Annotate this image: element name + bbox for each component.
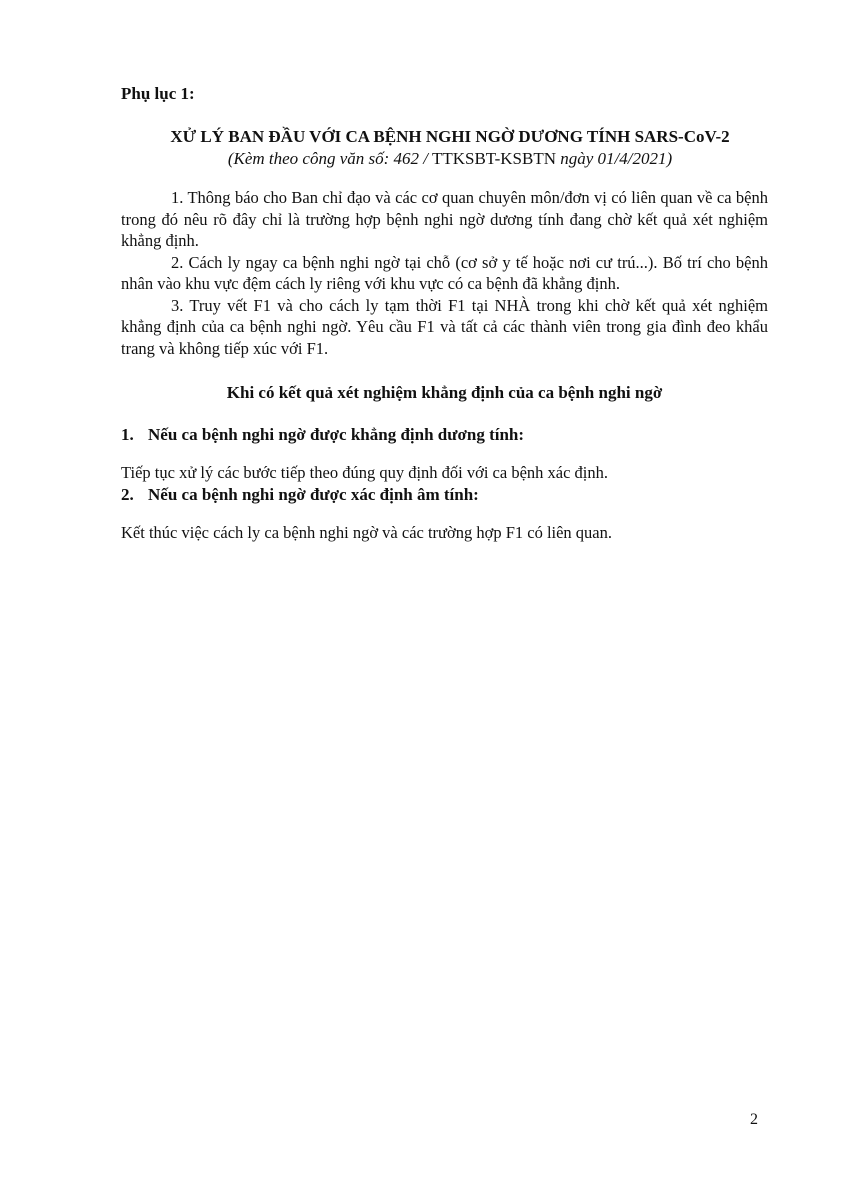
case-heading-positive [121, 425, 524, 445]
subtitle-suffix: ngày 01/4/2021) [560, 149, 673, 168]
case-text-negative: Kết thúc việc cách ly ca bệnh nghi ngờ và các trường hợp F1 có liên quan. [121, 523, 613, 542]
document-subtitle [100, 149, 800, 169]
subtitle-prefix: (Kèm theo công văn số: 462 / [227, 149, 429, 168]
step-paragraph: 2. Cách ly ngay ca bệnh nghi ngờ tại chỗ (cơ sở y tế hoặc nơi cư trú...). Bố trí cho bệnh nhân vào khu vực đệm cách ly riêng với khu vực có ca bệnh đã khẳng định. [121, 252, 768, 293]
case-text-positive: Tiếp tục xử lý các bước tiếp theo đúng quy định đối với ca bệnh xác định. [121, 463, 609, 482]
case-heading-text: Nếu ca bệnh nghi ngờ được xác định âm tính: [148, 485, 479, 504]
case-number: 1. [121, 425, 134, 444]
section-heading: Khi có kết quả xét nghiệm khẳng định của ca bệnh nghi ngờ [226, 383, 663, 402]
case-heading-negative [121, 485, 479, 505]
case-number: 2. [121, 485, 134, 504]
step-paragraph: 3. Truy vết F1 và cho cách ly tạm thời F1 tại NHÀ trong khi chờ kết quả xét nghiệm khẳng định của ca bệnh nghi ngờ. Yêu cầu F1 và tất cả các thành viên trong gia đình đeo khẩu trang và không tiếp xúc với F1. [121, 295, 768, 358]
initial-steps [121, 187, 768, 359]
subtitle-doc-code: TTKSBT-KSBTN [428, 149, 561, 168]
page-number: 2 [750, 1111, 758, 1128]
case-heading-text: Nếu ca bệnh nghi ngờ được khẳng định dương tính: [148, 425, 525, 444]
appendix-label: Phụ lục 1: [121, 84, 195, 103]
document-title: XỬ LÝ BAN ĐẦU VỚI CA BỆNH NGHI NGỜ DƯƠNG TÍNH SARS-CoV-2 [170, 127, 730, 146]
step-paragraph: 1. Thông báo cho Ban chỉ đạo và các cơ quan chuyên môn/đơn vị có liên quan về ca bệnh trong đó nêu rõ đây chỉ là trường hợp bệnh nghi ngờ dương tính đang chờ kết quả xét nghiệm khẳng định. [121, 188, 768, 250]
